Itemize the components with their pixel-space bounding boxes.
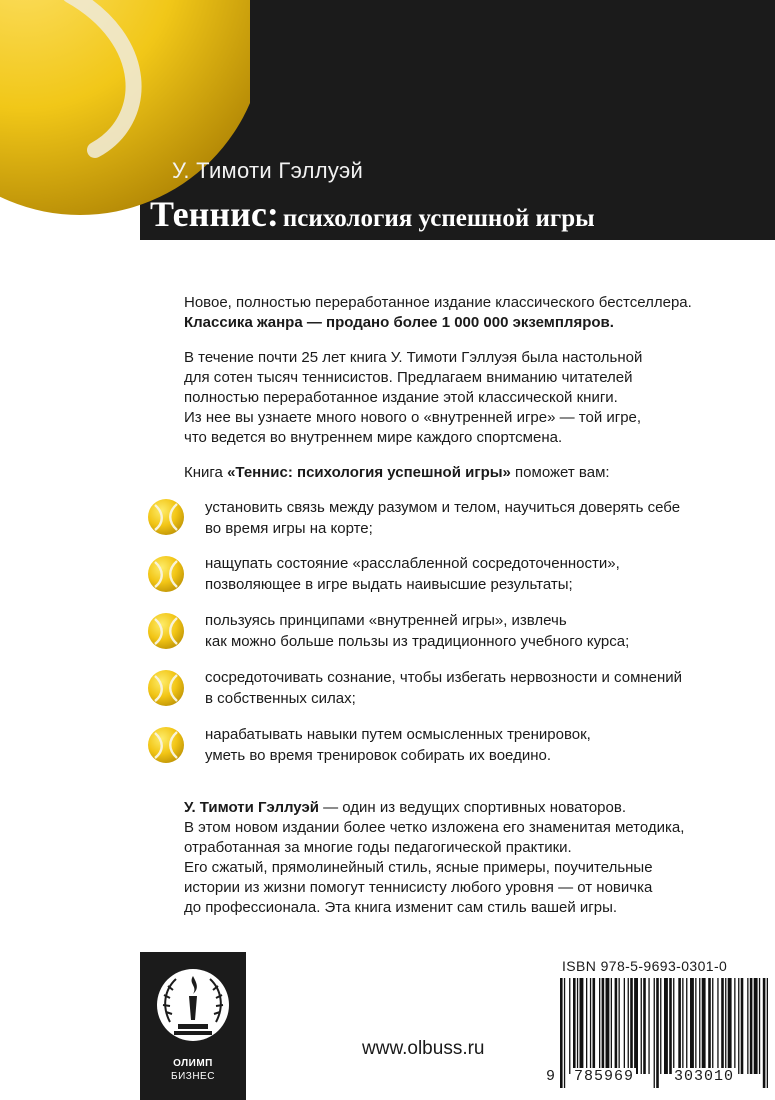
- barcode-bar: [590, 978, 591, 1074]
- barcode-bar: [734, 978, 735, 1074]
- benefits-prefix: Книга: [184, 464, 228, 481]
- tennis-ball-bullet-icon: [146, 668, 186, 708]
- tennis-ball-bullet-icon: [146, 497, 186, 537]
- publisher-name-line2: БИЗНЕС: [171, 1071, 215, 1082]
- barcode-bar: [747, 978, 748, 1074]
- description-line: для сотен тысяч теннисистов. Предлагаем вниманию читателей: [184, 369, 633, 386]
- barcode-bar: [654, 978, 655, 1088]
- tennis-ball-bullet-icon: [146, 554, 186, 594]
- benefits-book-title: «Теннис: психология успешной игры»: [227, 464, 511, 481]
- barcode-bar: [669, 978, 672, 1074]
- book-title-sub: психология успешной игры: [282, 205, 595, 232]
- barcode-bar: [602, 978, 605, 1074]
- book-title: [150, 193, 595, 235]
- barcode-bar: [767, 978, 768, 1088]
- bullet-item: [205, 610, 629, 652]
- olympic-torch-icon: [140, 952, 246, 1058]
- barcode-bar: [754, 978, 758, 1074]
- barcode-bar: [699, 978, 700, 1074]
- barcode-bar: [577, 978, 578, 1074]
- barcode-bar: [606, 978, 610, 1074]
- barcode-bar: [630, 978, 633, 1074]
- barcode-bar: [738, 978, 739, 1074]
- barcode-bar: [643, 978, 646, 1074]
- barcode-bar: [712, 978, 713, 1074]
- barcode-bar: [656, 978, 659, 1088]
- barcode-bar: [725, 978, 726, 1074]
- barcode-bar: [593, 978, 596, 1074]
- barcode-bar: [690, 978, 694, 1074]
- barcode-bar: [673, 978, 674, 1074]
- description-line: Из нее вы узнаете много нового о «внутренней игре» — той игре,: [184, 409, 642, 426]
- benefits-suffix: поможет вам:: [510, 464, 610, 481]
- barcode-bar: [641, 978, 642, 1074]
- about-author-line: — один из ведущих спортивных новаторов.: [318, 799, 626, 816]
- barcode-bar: [569, 978, 570, 1074]
- barcode-bar: [624, 978, 625, 1074]
- tennis-ball-bullet-icon: [146, 725, 186, 765]
- book-title-main: Теннис:: [150, 194, 279, 234]
- barcode-bar: [573, 978, 576, 1074]
- bullet-line: сосредоточивать сознание, чтобы избегать нервозности и сомнений: [205, 669, 683, 686]
- barcode-bar: [728, 978, 732, 1074]
- publisher-name: ОЛИМП: [173, 1058, 213, 1069]
- description-line: В течение почти 25 лет книга У. Тимоти Гэллуэя была настольной: [184, 349, 643, 366]
- barcode-bar: [660, 978, 661, 1074]
- book-author: У. Тимоти Гэллуэй: [172, 158, 364, 183]
- intro-line: Новое, полностью переработанное издание классического бестселлера.: [184, 294, 692, 311]
- about-author-line: В этом новом издании более четко изложена его знаменитая методика,: [184, 819, 685, 836]
- barcode-bar: [611, 978, 612, 1074]
- barcode-bar: [580, 978, 584, 1074]
- barcode-bar: [695, 978, 696, 1074]
- barcode-bar: [721, 978, 724, 1074]
- about-author-paragraph: [184, 798, 684, 918]
- about-author-line: Его сжатый, прямолинейный стиль, ясные примеры, поучительные: [184, 859, 653, 876]
- bullet-item: [205, 724, 591, 766]
- barcode-bar: [741, 978, 744, 1074]
- about-author-name: У. Тимоти Гэллуэй: [184, 799, 319, 816]
- barcode-bar: [702, 978, 706, 1074]
- barcode-bar: [750, 978, 753, 1074]
- barcode-bar: [682, 978, 683, 1074]
- barcode-bar: [717, 978, 718, 1074]
- bullet-line: в собственных силах;: [205, 690, 356, 707]
- barcode-bar: [763, 978, 766, 1088]
- barcode-digits-group2: 303010: [674, 1068, 735, 1085]
- benefits-intro: [184, 463, 610, 483]
- bullet-item: [205, 553, 620, 595]
- description-paragraph: [184, 348, 642, 448]
- description-line: что ведется во внутреннем мире каждого спортсмена.: [184, 429, 563, 446]
- barcode-bar: [586, 978, 587, 1074]
- publisher-logo: [140, 952, 246, 1100]
- about-author-line: истории из жизни помогут теннисисту любого уровня — от новичка: [184, 879, 653, 896]
- bullet-line: уметь во время тренировок собирать их воедино.: [205, 747, 551, 764]
- barcode-bar: [708, 978, 711, 1074]
- intro-paragraph: [184, 293, 692, 333]
- barcode-bar: [619, 978, 620, 1074]
- barcode-bar: [564, 978, 565, 1088]
- description-line: полностью переработанное издание этой классической книги.: [184, 389, 618, 406]
- publisher-url[interactable]: www.olbuss.ru: [362, 1038, 485, 1059]
- isbn-label: ISBN 978-5-9693-0301-0: [562, 958, 728, 974]
- barcode-bar: [648, 978, 649, 1074]
- barcode-bar: [686, 978, 687, 1074]
- bullet-line: во время игры на корте;: [205, 520, 373, 537]
- bullet-line: как можно больше пользы из традиционного учебного курса;: [205, 633, 630, 650]
- barcode-bar: [628, 978, 629, 1074]
- barcode-bar: [599, 978, 600, 1074]
- bullet-line: позволяющее в игре выдать наивысшие результаты;: [205, 576, 573, 593]
- about-author-line: до профессионала. Эта книга изменит сам стиль вашей игры.: [184, 899, 618, 916]
- barcode-bar: [759, 978, 760, 1074]
- barcode-digit-first: 9: [546, 1068, 557, 1085]
- barcode-bar: [560, 978, 563, 1088]
- barcode-digits-group1: 785969: [574, 1068, 635, 1085]
- tennis-ball-bullet-icon: [146, 611, 186, 651]
- bullet-item: [205, 497, 680, 539]
- bullet-line: пользуясь принципами «внутренней игры», извлечь: [205, 612, 567, 629]
- bullet-line: нащупать состояние «расслабленной сосредоточенности»,: [205, 555, 620, 572]
- barcode-bar: [664, 978, 668, 1074]
- about-author-line: отработанная за многие годы педагогической практики.: [184, 839, 572, 856]
- barcode-bar: [615, 978, 618, 1074]
- barcode-bar: [678, 978, 681, 1074]
- bullet-line: установить связь между разумом и телом, научиться доверять себе: [205, 499, 681, 516]
- barcode-bar: [634, 978, 638, 1074]
- bullet-line: нарабатывать навыки путем осмысленных тренировок,: [205, 726, 591, 743]
- intro-bold-line: Классика жанра — продано более 1 000 000 экземпляров.: [184, 314, 614, 331]
- bullet-item: [205, 667, 682, 709]
